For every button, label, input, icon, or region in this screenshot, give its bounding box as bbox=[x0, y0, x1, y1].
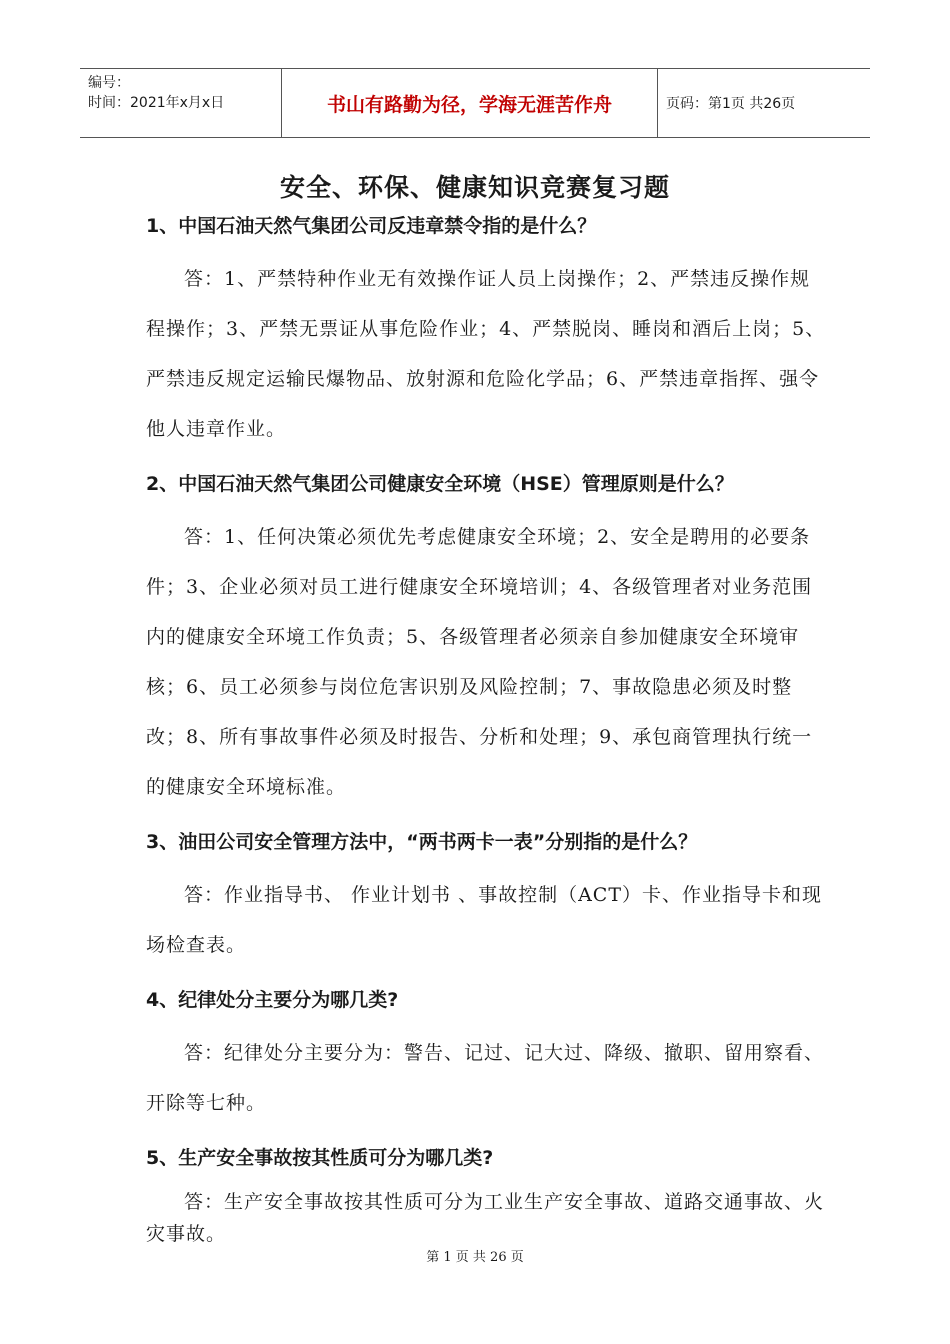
page-header bbox=[80, 68, 870, 138]
qa-item-5 bbox=[146, 1144, 826, 1250]
time-label: 时间：2021年x月x日 bbox=[88, 95, 225, 111]
question-4: 4、纪律处分主要分为哪几类? bbox=[146, 989, 399, 1011]
document-title: 安全、环保、健康知识竞赛复习题 bbox=[279, 173, 670, 202]
answer-3: 答：作业指导书、 作业计划书 、事故控制（ACT）卡、作业指导卡和现场检查表。 bbox=[146, 884, 823, 956]
answer-5: 答：生产安全事故按其性质可分为工业生产安全事故、道路交通事故、火灾事故。 bbox=[146, 1191, 825, 1245]
question-5: 5、生产安全事故按其性质可分为哪几类? bbox=[146, 1147, 494, 1169]
header-page-info: 页码：第1页 共26页 bbox=[666, 96, 796, 112]
page-footer: 第 1 页 共 26 页 bbox=[426, 1250, 524, 1265]
question-2: 2、中国石油天然气集团公司健康安全环境（HSE）管理原则是什么？ bbox=[146, 473, 734, 495]
qa-item-1 bbox=[146, 212, 826, 454]
number-label: 编号： bbox=[88, 75, 130, 91]
header-meta bbox=[80, 69, 282, 137]
answer-1: 答：1、严禁特种作业无有效操作证人员上岗操作；2、严禁违反操作规程操作；3、严禁无票证从事危险作业；4、严禁脱岗、睡岗和酒后上岗；5、严禁违反规定运输民爆物品、放射源和危险化学品；6、严禁违章指挥、强令他人违章作业。 bbox=[146, 268, 826, 440]
qa-list bbox=[146, 212, 826, 1266]
question-3: 3、油田公司安全管理方法中，“两书两卡一表”分别指的是什么？ bbox=[146, 831, 698, 853]
header-motto: 书山有路勤为径，学海无涯苦作舟 bbox=[282, 69, 658, 137]
qa-item-3 bbox=[146, 828, 826, 970]
answer-2: 答：1、任何决策必须优先考虑健康安全环境；2、安全是聘用的必要条件；3、企业必须对员工进行健康安全环境培训；4、各级管理者对业务范围内的健康安全环境工作负责；5、各级管理者必须亲自参加健康安全环境审核；6、员工必须参与岗位危害识别及风险控制；7、事故隐患必须及时整改；8、所有事故事件必须及时报告、分析和处理；9、承包商管理执行统一的健康安全环境标准。 bbox=[146, 526, 813, 798]
qa-item-2 bbox=[146, 470, 826, 812]
answer-4: 答：纪律处分主要分为：警告、记过、记大过、降级、撤职、留用察看、开除等七种。 bbox=[146, 1042, 825, 1114]
question-1: 1、中国石油天然气集团公司反违章禁令指的是什么？ bbox=[146, 215, 597, 237]
qa-item-4 bbox=[146, 986, 826, 1128]
